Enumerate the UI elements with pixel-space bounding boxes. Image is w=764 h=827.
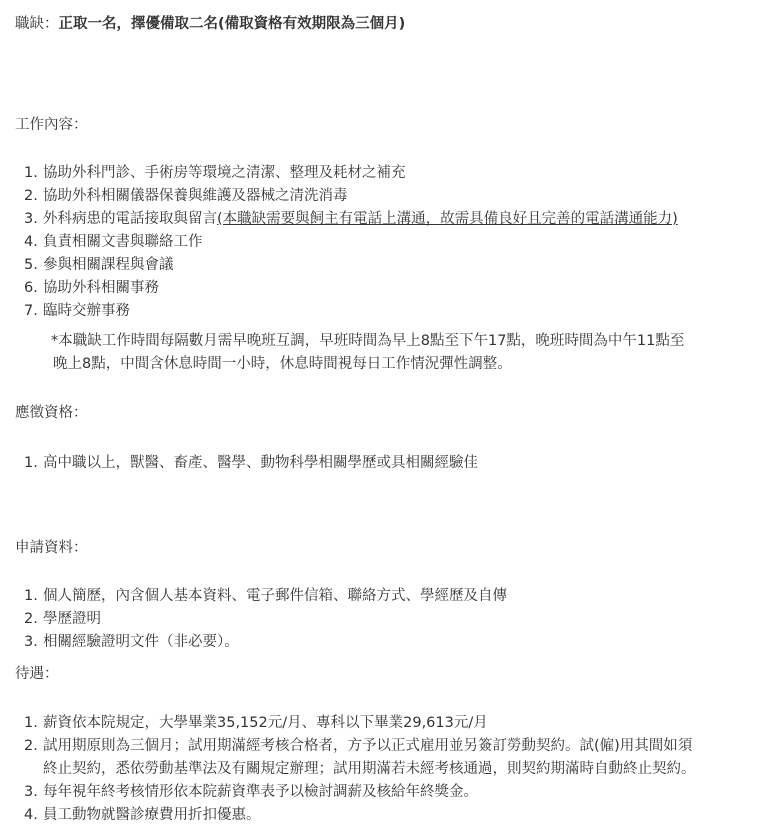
list-item: 3. 每年視年終考核情形依本院薪資準表予以檢討調薪及核給年終獎金。 bbox=[24, 784, 478, 800]
application-heading: 申請資料： bbox=[15, 540, 88, 556]
vacancy-line bbox=[15, 13, 405, 36]
list-item: 1. 薪資依本院規定，大學畢業35,152元/月、專科以下畢業29,613元/月 bbox=[24, 715, 488, 731]
list-item: 4. 員工動物就醫診療費用折扣優惠。 bbox=[24, 807, 261, 823]
vacancy-label: 職缺： bbox=[15, 16, 59, 32]
benefits-list bbox=[0, 712, 696, 827]
list-item: 6. 協助外科相關事務 bbox=[24, 280, 159, 296]
benefits-heading: 待遇： bbox=[15, 666, 59, 682]
list-item: 1. 高中職以上，獸醫、畜產、醫學、動物科學相關學歷或具相關經驗佳 bbox=[24, 455, 478, 471]
list-item: 5. 參與相關課程與會議 bbox=[24, 257, 174, 273]
list-item: 3. 相關經驗證明文件（非必要）。 bbox=[24, 634, 239, 650]
qualifications-list bbox=[0, 452, 478, 475]
list-item-continuation: 終止契約，悉依勞動基準法及有關規定辦理；試用期滿若未經考核通過，則契約期滿時自動終止契約。 bbox=[43, 761, 696, 777]
list-item: 2. 試用期原則為三個月；試用期滿經考核合格者，方予以正式雇用並另簽訂勞動契約。試(僱)用其間如須 bbox=[24, 738, 693, 754]
work-hours-note-line1: *本職缺工作時間每隔數月需早晚班互調，早班時間為早上8點至下午17點，晚班時間為中午11點至 bbox=[51, 333, 685, 349]
list-item: 2. 學歷證明 bbox=[24, 611, 101, 627]
list-item: 3. 外科病患的電話接取與留言(本職缺需要與飼主有電話上溝通，故需具備良好且完善的電話溝通能力) bbox=[24, 211, 678, 227]
vacancy-text: 正取一名，擇優備取二名(備取資格有效期限為三個月) bbox=[58, 16, 406, 32]
phone-note: (本職缺需要與飼主有電話上溝通，故需具備良好且完善的電話溝通能力) bbox=[217, 211, 678, 227]
list-item: 4. 負責相關文書與聯絡工作 bbox=[24, 234, 203, 250]
qualifications-heading: 應徵資格： bbox=[15, 405, 88, 421]
job-content-heading: 工作內容： bbox=[15, 117, 88, 133]
work-hours-note-line2: 晚上8點，中間含休息時間一小時，休息時間視每日工作情況彈性調整。 bbox=[53, 356, 512, 372]
list-item: 1. 協助外科門診、手術房等環境之清潔、整理及耗材之補充 bbox=[24, 165, 406, 181]
application-list bbox=[0, 585, 507, 654]
list-item: 7. 臨時交辦事務 bbox=[24, 303, 130, 319]
job-content-list bbox=[0, 162, 678, 323]
list-item: 2. 協助外科相關儀器保養與維護及器械之清洗消毒 bbox=[24, 188, 348, 204]
list-item: 1. 個人簡歷，內含個人基本資料、電子郵件信箱、聯絡方式、學經歷及自傳 bbox=[24, 588, 507, 604]
